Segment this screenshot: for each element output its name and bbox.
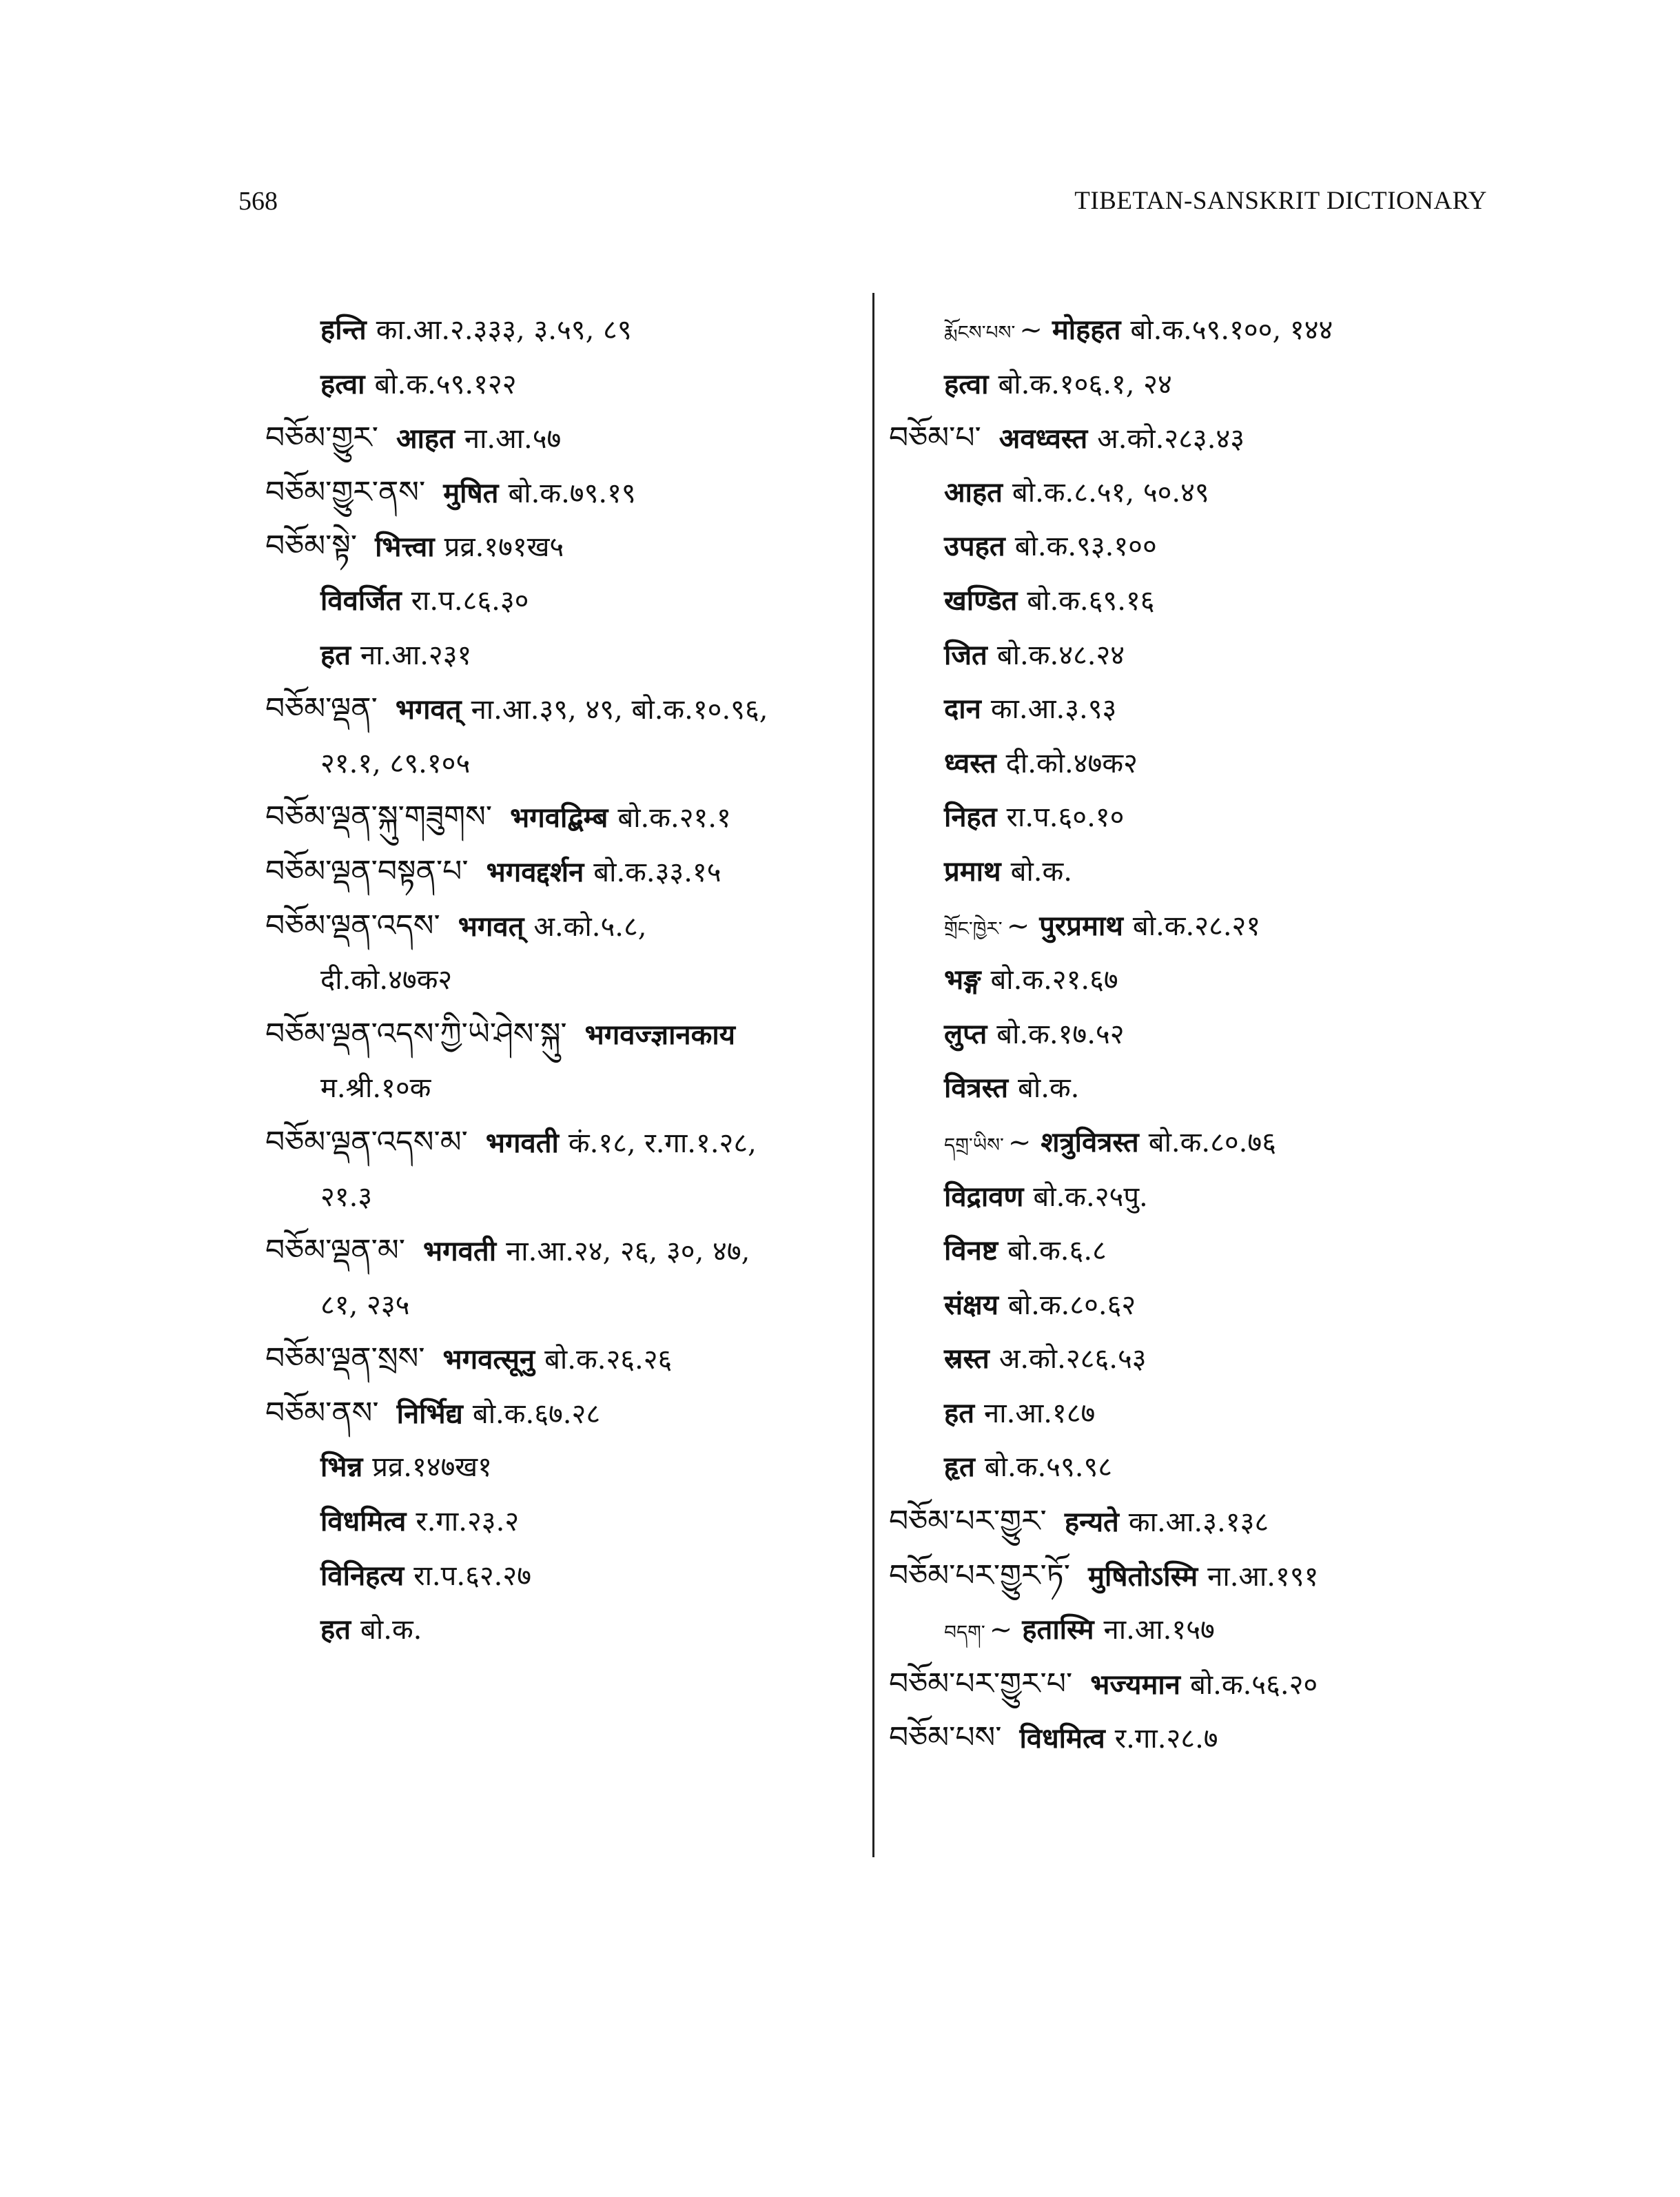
tibetan-headword: བཅོམ་པ་ [889,420,981,456]
sanskrit-equivalent: भज्यमान [1090,1668,1180,1701]
dictionary-entry [265,790,851,845]
sanskrit-equivalent: विनिहत्य [320,1559,404,1592]
sanskrit-equivalent: भगवती [423,1235,497,1268]
sanskrit-equivalent: हन्ति [320,314,367,346]
tibetan-headword: བཅོམ་གྱུར་ [265,420,378,456]
dictionary-entry [265,899,851,954]
source-reference: ना.आ.१९१ [1207,1560,1319,1593]
dictionary-entry [265,682,851,737]
tibetan-headword: བཅོམ་ལྡན་ [265,691,378,727]
source-reference: बो.क.५६.२० [1189,1668,1318,1701]
entry-sense [889,899,1495,954]
tibetan-headword: བཅོམ་ལྡན་བསྟན་པ་ [265,853,469,889]
source-reference: बो.क.९३.१०० [1014,531,1157,563]
tilde-mark: ~ [1007,1126,1032,1158]
source-reference: बो.क. [1018,1072,1080,1105]
sanskrit-equivalent: लुप्त [944,1017,987,1050]
entry-continuation [265,1170,851,1225]
source-reference: बो.क.८.५१, ५०.४९ [1012,476,1209,509]
source-reference: म.श्री.१०क [320,1072,431,1105]
tibetan-headword: བཅོམ་གྱུར་ནས་ [265,474,426,510]
source-reference: र.गा.२३.२ [416,1506,520,1538]
sanskrit-equivalent: भगवद्बिम्ब [510,801,608,835]
source-reference: बो.क.२१.१ [617,802,731,835]
entry-sense [889,1008,1495,1062]
entry-continuation [265,737,851,791]
tibetan-headword: བཅོམ་ལྡན་མ་ [265,1233,406,1269]
sanskrit-equivalent: मुषित [443,476,499,509]
source-reference: दी.को.४७क२ [1005,747,1138,779]
source-reference: का.आ.२.३३३, ३.५९, ८९ [376,314,632,346]
sanskrit-equivalent: भित्त्वा [375,531,435,564]
source-reference: बो.क.२५पु. [1033,1181,1148,1213]
source-reference: रा.प.६०.१० [1006,801,1125,834]
tibetan-phrase: དགྲ་ཡིས་ [944,1133,1004,1156]
sanskrit-equivalent: ध्वस्त [944,746,996,779]
tibetan-headword: བཅོམ་ལྡན་འདས་ [265,908,440,943]
source-reference: ना.आ.३९, ४९, बो.क.१०.९६, [471,694,768,726]
tilde-mark: ~ [989,1614,1013,1646]
tibetan-headword: བཅོམ་པར་གྱུར་ཏོ་ [889,1557,1071,1593]
source-reference: २१.१, ८९.१०५ [320,747,471,779]
entry-sense [889,790,1495,845]
sanskrit-equivalent: अवध्वस्त [998,422,1088,456]
tibetan-headword: བཅོམ་སྟེ་ [265,529,358,564]
entry-sense [889,520,1495,574]
column-divider [872,293,874,1857]
tibetan-headword: བཅོམ་ལྡན་འདས་མ་ [265,1124,468,1160]
entry-continuation [265,1278,851,1333]
tibetan-headword: བཅོམ་ནས་ [265,1395,379,1431]
dictionary-entry [265,411,851,466]
sanskrit-equivalent: भगवत् [395,693,462,726]
source-reference: बो.क.८०.६२ [1007,1289,1136,1321]
sanskrit-equivalent: विधमित्व [1019,1722,1105,1755]
entry-sense [265,1603,851,1657]
entry-sense [889,574,1495,629]
source-reference: अ.को.२८३.४३ [1097,423,1245,456]
source-reference: अ.को.५.८, [533,910,647,943]
dictionary-entry [889,1495,1495,1549]
source-reference: दी.को.४७क२ [320,964,453,997]
source-reference: रा.प.६२.२७ [413,1560,531,1592]
sanskrit-equivalent: भगवती [485,1126,559,1159]
sanskrit-equivalent: निहत [944,801,997,834]
sanskrit-equivalent: भगवज्ज्ञानकाय [584,1018,735,1051]
dictionary-entry [265,466,851,520]
entry-sense [889,1440,1495,1495]
entry-sense [889,1224,1495,1278]
sanskrit-equivalent: मोहहत [1052,314,1121,346]
sanskrit-equivalent: संक्षय [944,1288,998,1321]
sanskrit-equivalent: दान [944,693,981,726]
dictionary-entry [889,1657,1495,1712]
entry-sense [265,358,851,412]
dictionary-entry [265,845,851,899]
source-reference: रा.प.८६.३० [411,584,529,617]
sanskrit-equivalent: विवर्जित [320,584,402,617]
source-reference: बो.क.१०६.१, २४ [998,368,1172,400]
dictionary-entry [265,520,851,574]
tibetan-headword: བཅོམ་པར་གྱུར་ [889,1504,1047,1540]
entry-sense [265,303,851,358]
source-reference: बो.क.३३.१५ [593,856,721,888]
source-reference: ना.आ.२३१ [360,639,472,671]
entry-sense [265,1440,851,1495]
source-reference: बो.क.२१.६७ [990,964,1118,997]
sanskrit-equivalent: हत [944,1396,975,1429]
tibetan-headword: བཅོམ་པར་གྱུར་པ་ [889,1666,1073,1702]
entry-sense [889,845,1495,899]
source-reference: का.आ.३.१३८ [1128,1506,1269,1539]
dictionary-entry [265,1332,851,1387]
right-column [889,303,1495,1766]
entry-continuation [265,1061,851,1116]
entry-sense [889,1061,1495,1116]
sanskrit-equivalent: विद्रावण [944,1180,1024,1213]
entry-sense [889,1170,1495,1225]
sanskrit-equivalent: स्रस्त [944,1342,990,1376]
tibetan-phrase: གྲོང་ཁྱེར་ [944,917,1003,940]
sanskrit-equivalent: आहत [396,422,455,456]
source-reference: बो.क.५९.१२२ [374,368,517,400]
source-reference: बो.क.६७.२८ [472,1398,601,1430]
entry-sense [889,1278,1495,1333]
source-reference: बो.क. [1010,855,1072,888]
entry-sense [889,303,1495,358]
sanskrit-equivalent: भिन्न [320,1451,363,1484]
source-reference: ना.आ.५७ [464,423,562,456]
entry-sense [265,1549,851,1604]
dictionary-entry [265,1387,851,1441]
tibetan-phrase: རྨོངས་པས་ [944,321,1016,344]
entry-sense [889,737,1495,791]
entry-sense [889,1116,1495,1170]
entry-sense [889,1332,1495,1387]
source-reference: बो.क.१७.५२ [996,1018,1125,1050]
tibetan-phrase: བདག་ [944,1621,985,1644]
source-reference: ना.आ.२४, २६, ३०, ४७, [506,1236,750,1268]
sanskrit-equivalent: हत्वा [320,367,365,400]
sanskrit-equivalent: हृत [944,1451,975,1484]
sanskrit-equivalent: विधमित्व [320,1505,407,1538]
dictionary-entry [265,1008,851,1062]
sanskrit-equivalent: हतास्मि [1022,1613,1094,1646]
sanskrit-equivalent: प्रमाथ [944,855,1001,888]
source-reference: र.गा.२८.७ [1114,1723,1218,1755]
entry-sense [889,358,1495,412]
dictionary-entry [265,1116,851,1170]
source-reference: बो.क.७९.१९ [508,477,636,509]
page-number: 568 [238,187,278,216]
entry-sense [889,1387,1495,1441]
entry-sense [889,953,1495,1008]
source-reference: २१.३ [320,1181,373,1213]
dictionary-entry [265,1224,851,1278]
source-reference: प्रव्र.१७१ख५ [444,531,564,564]
tilde-mark: ~ [1019,314,1043,346]
tibetan-headword: བཅོམ་ལྡན་འདས་ཀྱི་ཡེ་ཤེས་སྐུ་ [265,1016,567,1052]
source-reference: ना.आ.१५७ [1103,1614,1215,1646]
source-reference: बो.क.६.८ [1007,1235,1107,1267]
sanskrit-equivalent: हत [320,1613,351,1646]
sanskrit-equivalent: निर्भिद्य [396,1397,463,1430]
sanskrit-equivalent: मुषितोऽस्मि [1088,1560,1198,1593]
entry-continuation [265,953,851,1008]
source-reference: प्रव्र.१४७ख१ [372,1451,492,1484]
tilde-mark: ~ [1006,910,1030,942]
sanskrit-equivalent: भगवत् [458,910,524,943]
dictionary-entry [889,1711,1495,1766]
entry-sense [889,682,1495,737]
left-column [265,303,851,1657]
running-head: TIBETAN-SANSKRIT DICTIONARY [1074,187,1487,215]
source-reference: ना.आ.१८७ [984,1397,1096,1429]
source-reference: बो.क.८०.७६ [1148,1126,1276,1158]
source-reference: ८१, २३५ [320,1289,410,1321]
entry-sense [889,466,1495,520]
source-reference: बो.क.२८.२१ [1132,910,1261,942]
sanskrit-equivalent: जित [944,638,987,671]
tibetan-headword: བཅོམ་ལྡན་སྐུ་གཟུགས་ [265,799,493,835]
entry-sense [889,629,1495,683]
source-reference: बो.क.६९.१६ [1027,584,1155,617]
sanskrit-equivalent: आहत [944,476,1003,509]
source-reference: कं.१८, र.गा.१.२८, [568,1127,757,1159]
source-reference: अ.को.२८६.५३ [998,1343,1147,1376]
source-reference: बो.क.२६.२६ [544,1344,673,1376]
sanskrit-equivalent: विनष्ट [944,1234,998,1267]
entry-sense [265,629,851,683]
sanskrit-equivalent: भगवद्दर्शन [486,855,584,888]
sanskrit-equivalent: उपहत [944,530,1005,563]
source-reference: बो.क.४८.२४ [996,639,1125,671]
sanskrit-equivalent: वित्रस्त [944,1072,1009,1105]
tibetan-headword: བཅོམ་པས་ [889,1720,1002,1756]
source-reference: बो.क.५९.९८ [984,1451,1113,1484]
sanskrit-equivalent: भगवत्सूनु [442,1343,535,1376]
entry-sense [265,574,851,629]
sanskrit-equivalent: हत [320,638,351,671]
tibetan-headword: བཅོམ་ལྡན་སྲས་ [265,1341,425,1377]
entry-sense [265,1495,851,1549]
entry-sense [889,1603,1495,1657]
sanskrit-equivalent: भङ्ग [944,963,981,997]
sanskrit-equivalent: हत्वा [944,367,989,400]
source-reference: बो.क. [360,1614,422,1646]
dictionary-entry [889,1549,1495,1604]
sanskrit-equivalent: खण्डित [944,584,1018,617]
dictionary-entry [889,411,1495,466]
sanskrit-equivalent: हन्यते [1064,1506,1119,1539]
source-reference: का.आ.३.९३ [990,693,1117,726]
sanskrit-equivalent: पुरप्रमाथ [1039,909,1123,942]
sanskrit-equivalent: शत्रुवित्रस्त [1041,1125,1139,1158]
source-reference: बो.क.५९.१००, १४४ [1130,314,1333,346]
